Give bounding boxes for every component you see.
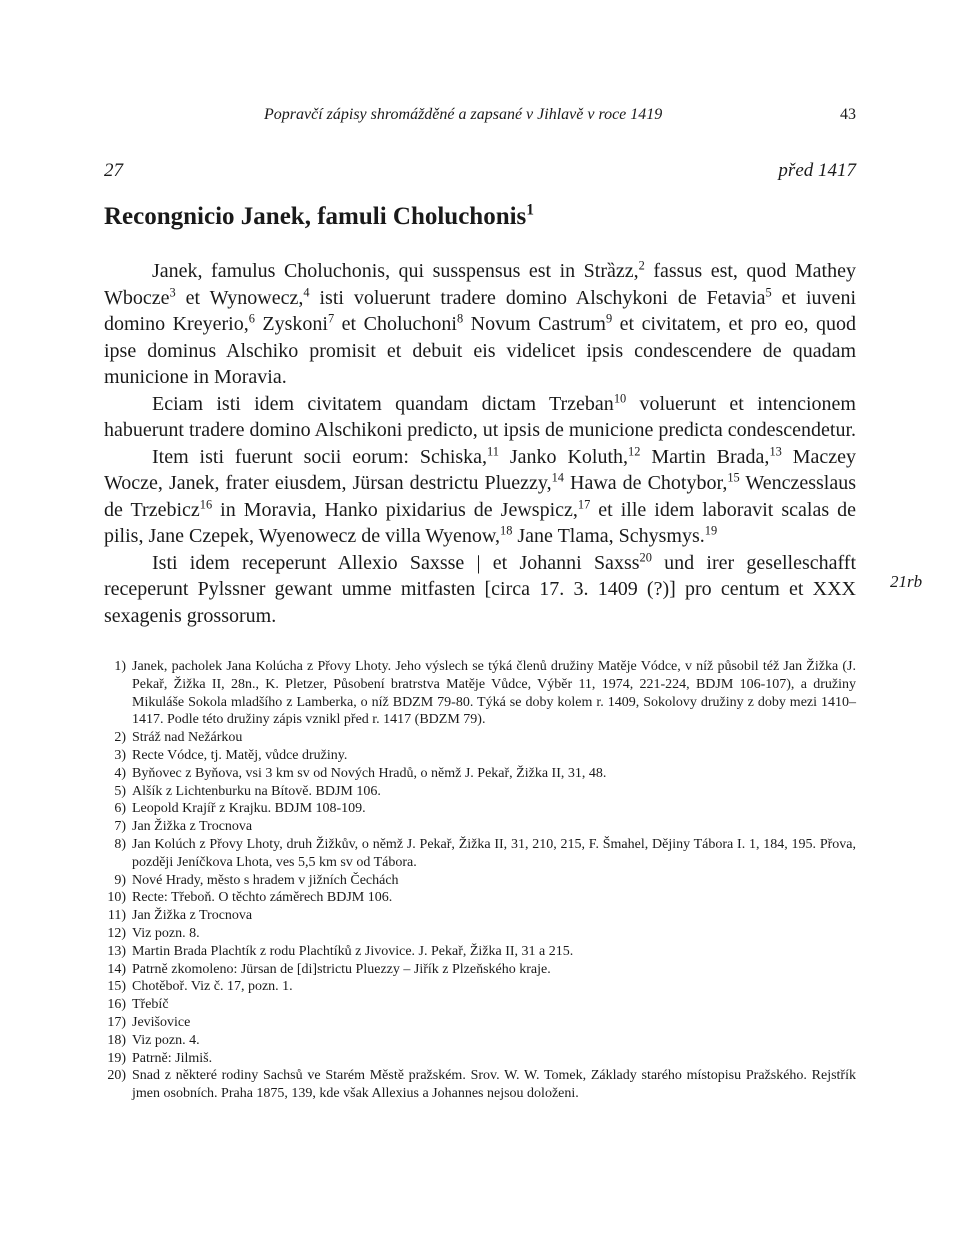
- paragraph-text: und irer geselleschafft receperunt Pylssner gewant umme mitfasten [circa 17. 3. 1409 (?)] pro centum et XXX sexagenis grossorum.: [104, 551, 856, 627]
- footnote-ref: 4: [303, 284, 310, 299]
- footnote-text: Leopold Krajíř z Krajku. BDJM 108-109.: [132, 801, 366, 817]
- paragraph-text: et iuveni domino Kreyerio,: [104, 286, 856, 335]
- paragraph: [104, 550, 856, 630]
- footnote-text: Třebíč: [132, 997, 169, 1013]
- footnote-number: 10): [107, 890, 126, 906]
- footnote-ref: 20: [639, 549, 652, 564]
- footnote-text: Chotěboř. Viz č. 17, pozn. 1.: [132, 979, 293, 995]
- footnote: [104, 1032, 856, 1050]
- footnote-number: 19): [107, 1050, 126, 1066]
- page-number: 43: [840, 106, 856, 123]
- footnote-ref: 11: [487, 443, 499, 458]
- paragraph-text: Zyskoni: [254, 313, 328, 335]
- entry-date: před 1417: [778, 160, 856, 181]
- footnote-ref: 17: [577, 496, 591, 511]
- footnote-ref: 8: [456, 311, 464, 326]
- footnote: [104, 907, 856, 925]
- footnote-text: Martin Brada Plachtík z rodu Plachtíků z Jivovice. J. Pekař, Žižka II, 31 a 215.: [132, 943, 574, 959]
- paragraph: [104, 258, 856, 391]
- footnote-text: Jan Žižka z Trocnova: [132, 819, 253, 835]
- paragraph-text: Isti idem receperunt Allexio Saxsse | et Johanni Saxss: [152, 551, 640, 574]
- footnote-text: Viz pozn. 8.: [132, 925, 200, 941]
- footnote-text: Recte Vódce, tj. Matěj, vůdce družiny.: [132, 747, 348, 763]
- paragraph-text: et Wynowecz,: [175, 286, 304, 309]
- running-head-title: Popravčí zápisy shromážděné a zapsané v Jihlavě v roce 1419: [264, 106, 663, 123]
- footnote-text: Nové Hrady, město s hradem v jižních Čechách: [132, 872, 399, 888]
- footnote-number: 4): [114, 765, 126, 781]
- footnote-text: Patrně zkomoleno: Jürsan de [di]strictu Pluezzy – Jiřík z Plzeňského kraje.: [132, 961, 551, 977]
- entry-title: [104, 203, 856, 231]
- paragraph: [104, 391, 856, 444]
- footnote-text: Jevišovice: [132, 1014, 191, 1030]
- footnote-ref: 9: [605, 311, 613, 326]
- footnote-text: Recte: Třeboň. O těchto záměrech BDJM 106.: [132, 890, 393, 906]
- footnote-number: 14): [107, 961, 126, 977]
- footnote: [104, 747, 856, 765]
- footnote-text: Byňovec z Byňova, vsi 3 km sv od Nových Hradů, o němž J. Pekař, Žižka II, 31, 48.: [132, 765, 607, 781]
- paragraph-text: Maczey Wocze, Janek, frater eiusdem, Jürsan destrictu Pluezzy,: [104, 445, 857, 494]
- footnote-ref: 3: [169, 284, 176, 299]
- paragraph-text: voluerunt et intencionem habuerunt tradere domino Alschikoni predicto, ut ipsis de municione predicta condescendetur.: [104, 392, 857, 441]
- footnote: [104, 1050, 856, 1068]
- footnote-number: 2): [114, 730, 126, 746]
- paragraph-text: in Moravia, Hanko pixidarius de Jewspicz,: [212, 498, 578, 521]
- footnote-number: 9): [114, 872, 126, 888]
- footnote-number: 16): [107, 997, 126, 1013]
- footnote: [104, 978, 856, 996]
- paragraph-text: Eciam isti idem civitatem quandam dictam Trzeban: [152, 392, 614, 415]
- footnote-ref: 12: [628, 443, 641, 458]
- footnotes: [104, 658, 856, 1103]
- footnote-ref: 18: [500, 523, 513, 538]
- footnote: [104, 1014, 856, 1032]
- footnote: [104, 729, 856, 747]
- footnote-ref: 6: [248, 311, 255, 326]
- footnote: [104, 925, 856, 943]
- entry-title-text: Recongnicio Janek, famuli Choluchonis: [104, 203, 527, 230]
- footnote-text: Viz pozn. 4.: [132, 1032, 200, 1048]
- footnote: [104, 1067, 856, 1103]
- footnote: [104, 836, 856, 872]
- entry-number: 27: [104, 160, 123, 181]
- footnote-ref: 10: [613, 390, 627, 405]
- footnote-text: Snad z některé rodiny Sachsů ve Starém Městě pražském. Srov. W. W. Tomek, Základy starého místopisu Pražského. Rejstřík jmen osobních. Praha 1875, 139, kde však Allexius a Johannes nejsou doloženi.: [132, 1068, 856, 1102]
- paragraph-text: isti voluerunt tradere domino Alschykoni de Fetavia: [309, 286, 766, 309]
- footnote-number: 20): [107, 1068, 126, 1084]
- paragraph-text: Novum Castrum: [463, 313, 606, 335]
- footnote: [104, 996, 856, 1014]
- footnote-number: 13): [107, 943, 126, 959]
- footnote-number: 8): [114, 836, 126, 852]
- footnote: [104, 800, 856, 818]
- footnote-text: Stráž nad Nežárkou: [132, 730, 243, 746]
- paragraph-text: Hawa de Chotybor,: [563, 472, 728, 494]
- footnote-number: 1): [114, 659, 126, 674]
- footnote-number: 18): [107, 1032, 126, 1048]
- footnote-text: Jan Kolúch z Přovy Lhoty, druh Žižkův, o němž J. Pekař, Žižka II, 31, 210, 215, F. Šmahel, Dějiny Tábora I. 1, 184, 195. Přova, později Jeníčkova Lhota, ves 5,5 km sv od Tábora.: [132, 836, 856, 870]
- paragraph-text: Janek, famulus Choluchonis, qui susspensus est in Strȁzz,: [152, 260, 639, 282]
- footnote-number: 17): [107, 1014, 126, 1030]
- paragraph-text: Item isti fuerunt socii eorum: Schiska,: [152, 445, 488, 468]
- footnote: [104, 872, 856, 890]
- footnote-number: 12): [107, 925, 126, 941]
- footnote-number: 5): [114, 783, 126, 799]
- paragraph: [104, 444, 856, 550]
- footnote-ref: 1: [526, 201, 535, 219]
- footnote-ref: 15: [727, 470, 740, 485]
- footnote: [104, 765, 856, 783]
- footnote-ref: 13: [769, 443, 782, 458]
- paragraph-text: et Choluchoni: [334, 313, 457, 335]
- paragraph-text: fassus est, quod Mathey Wbocze: [104, 260, 856, 309]
- footnote: [104, 818, 856, 836]
- footnote: [104, 889, 856, 907]
- footnote-ref: 14: [551, 470, 564, 485]
- paragraph-text: et civitatem, et pro eo, quod ipse dominus Alschiko promisit et debuit eis videlicet ipsis condescendere de quadam municione in Moravia.: [104, 313, 857, 388]
- folio-margin-note: 21rb: [890, 572, 923, 591]
- footnote-text: Alšík z Lichtenburku na Bítově. BDJM 106.: [132, 783, 381, 799]
- footnote-number: 7): [114, 819, 126, 835]
- footnote-ref: 5: [765, 284, 772, 299]
- footnote: [104, 943, 856, 961]
- footnote-number: 6): [114, 801, 126, 817]
- footnote-ref: 2: [638, 258, 645, 273]
- paragraph-text: et ille idem laboravit scalas de pilis, Jane Czepek, Wyenowecz de villa Wyenow,: [104, 498, 856, 547]
- paragraph-text: Janko Koluth,: [498, 445, 629, 468]
- footnote: [104, 961, 856, 979]
- entry-body: [104, 258, 856, 629]
- footnote-ref: 16: [199, 496, 213, 511]
- footnote-number: 15): [107, 979, 126, 995]
- footnote-ref: 7: [327, 311, 335, 326]
- footnote: [104, 658, 856, 729]
- footnote-text: Janek, pacholek Jana Kolúcha z Přovy Lhoty. Jeho výslech se týká členů družiny Matěje Vódce, v níž působil též Jan Žižka (J. Pekař, Žižka II, 28n., K. Pletzer, Působení bratrstva Matěje Vůdce, Výběr 11, 1974, 221-224, BDJM 106-107), a družiny Mikuláše Sokola mladšího z Lamberka, o níž BDZM 79-80. Týká se doby kolem r. 1409, Sokolovy družiny z doby mezi 1410–1417. Podle této družiny zápis vznikl před r. 1417 (BDZM 79).: [132, 659, 856, 728]
- footnote-text: Jan Žižka z Trocnova: [132, 908, 253, 924]
- paragraph-text: Jane Tlama, Schysmys.: [512, 525, 705, 547]
- footnote-text: Patrně: Jilmiš.: [132, 1050, 213, 1066]
- footnote-ref: 19: [704, 523, 718, 538]
- paragraph-text: Martin Brada,: [640, 445, 770, 468]
- footnote: [104, 783, 856, 801]
- footnote-number: 11): [107, 908, 126, 924]
- footnote-number: 3): [114, 747, 126, 763]
- paragraph-text: Wenczesslaus de Trzebicz: [104, 472, 856, 521]
